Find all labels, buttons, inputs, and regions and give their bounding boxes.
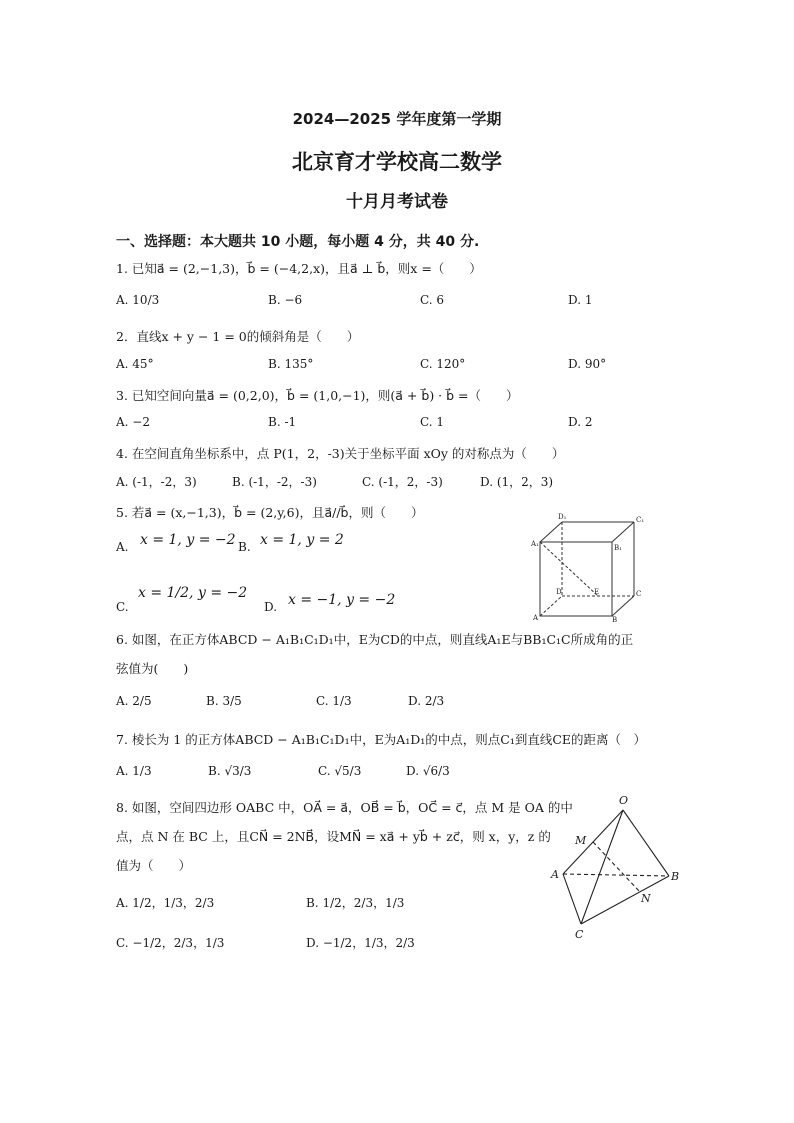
q5-option-d-label: D. bbox=[264, 600, 278, 614]
tetra-label-a: A bbox=[551, 868, 559, 881]
q1-option-c: C. 6 bbox=[420, 293, 445, 307]
q2-option-b: B. 135° bbox=[268, 357, 314, 371]
tetra-label-c: C bbox=[575, 928, 584, 940]
tetrahedron-figure bbox=[545, 790, 685, 940]
q4-option-d: D. (1，2，3) bbox=[480, 475, 554, 489]
q2-option-d: D. 90° bbox=[568, 357, 607, 371]
q8-stem-line3: 值为（ ） bbox=[116, 858, 192, 873]
q4-option-c: C. (-1，2，-3) bbox=[362, 475, 443, 489]
q3-option-d: D. 2 bbox=[568, 415, 593, 429]
q2-option-c: C. 120° bbox=[420, 357, 466, 371]
q6-option-d: D. 2/3 bbox=[408, 694, 445, 708]
cube-label-d: D bbox=[556, 588, 562, 596]
q5-option-b: x = 1, y = 2 bbox=[260, 532, 344, 548]
q3-option-c: C. 1 bbox=[420, 415, 445, 429]
q5-option-a: x = 1, y = −2 bbox=[140, 532, 236, 548]
q6-option-b: B. 3/5 bbox=[206, 694, 242, 708]
school-title: 北京育才学校高二数学 bbox=[292, 150, 502, 174]
cube-label-c: C bbox=[636, 590, 642, 598]
q3-option-a: A. −2 bbox=[116, 415, 150, 429]
q7-stem: 7. 棱长为 1 的正方体ABCD − A₁B₁C₁D₁中，E为A₁D₁的中点，则点C₁到直线CE的距离（ ） bbox=[116, 732, 647, 747]
q6-stem-line1: 6. 如图，在正方体ABCD − A₁B₁C₁D₁中，E为CD的中点，则直线A₁E与BB₁C₁C所成角的正 bbox=[116, 632, 634, 647]
q5-option-a-label: A. bbox=[116, 540, 129, 554]
q1-option-d: D. 1 bbox=[568, 293, 593, 307]
cube-label-b1: B₁ bbox=[614, 544, 622, 552]
q5-option-b-label: B. bbox=[238, 540, 251, 554]
cube-label-a: A bbox=[533, 614, 539, 622]
tetra-label-m: M bbox=[575, 834, 587, 847]
tetra-label-o: O bbox=[619, 794, 629, 807]
q1-option-b: B. −6 bbox=[268, 293, 303, 307]
q7-option-c: C. √5/3 bbox=[318, 764, 362, 778]
q3-stem: 3. 已知空间向量a⃗ = (0,2,0)，b⃗ = (1,0,−1)，则(a⃗ + b⃗) · b⃗ =（ ） bbox=[116, 388, 519, 403]
cube-label-a1: A₁ bbox=[531, 540, 539, 548]
q4-option-b: B. (-1，-2，-3) bbox=[232, 475, 317, 489]
q8-option-c: C. −1/2，2/3，1/3 bbox=[116, 936, 225, 950]
q4-stem: 4. 在空间直角坐标系中，点 P(1，2，-3)关于坐标平面 xOy 的对称点为（ ） bbox=[116, 446, 565, 461]
q5-stem: 5. 若a⃗ = (x,−1,3)，b⃗ = (2,y,6)，且a⃗//b⃗，则（ ） bbox=[116, 505, 424, 520]
section-heading: 一、选择题：本大题共 10 小题，每小题 4 分，共 40 分. bbox=[116, 234, 480, 250]
q8-stem-line1: 8. 如图，空间四边形 OABC 中，OA⃗ = a⃗，OB⃗ = b⃗，OC⃗ = c⃗，点 M 是 OA 的中 bbox=[116, 800, 573, 815]
q3-option-b: B. -1 bbox=[268, 415, 297, 429]
q5-option-c-label: C. bbox=[116, 600, 129, 614]
tetra-label-b: B bbox=[671, 870, 680, 883]
q6-option-c: C. 1/3 bbox=[316, 694, 352, 708]
q2-option-a: A. 45° bbox=[116, 357, 154, 371]
cube-figure bbox=[528, 510, 658, 622]
q8-option-a: A. 1/2，1/3，2/3 bbox=[116, 896, 215, 910]
exam-title: 十月月考试卷 bbox=[346, 192, 448, 212]
cube-label-e: E bbox=[594, 588, 600, 596]
q7-option-d: D. √6/3 bbox=[406, 764, 450, 778]
q7-option-b: B. √3/3 bbox=[208, 764, 252, 778]
q7-option-a: A. 1/3 bbox=[116, 764, 152, 778]
q5-option-c: x = 1/2, y = −2 bbox=[138, 585, 248, 601]
q4-option-a: A. (-1，-2，3) bbox=[116, 475, 197, 489]
q8-stem-line2: 点，点 N 在 BC 上，且CN⃗ = 2NB⃗，设MN⃗ = xa⃗ + yb⃗ + zc⃗，则 x，y，z 的 bbox=[116, 829, 551, 844]
q6-stem-line2: 弦值为( ) bbox=[116, 661, 189, 676]
q2-stem: 2．直线x + y − 1 = 0的倾斜角是（ ） bbox=[116, 329, 360, 344]
q8-option-d: D. −1/2，1/3，2/3 bbox=[306, 936, 415, 950]
q1-stem: 1. 已知a⃗ = (2,−1,3)，b⃗ = (−4,2,x)，且a⃗ ⊥ b⃗，则x =（ ） bbox=[116, 261, 482, 276]
q6-option-a: A. 2/5 bbox=[116, 694, 152, 708]
cube-label-c1: C₁ bbox=[636, 516, 645, 524]
cube-label-d1: D₁ bbox=[558, 513, 567, 521]
q5-option-d: x = −1, y = −2 bbox=[288, 592, 396, 608]
tetra-label-n: N bbox=[641, 892, 651, 905]
q8-option-b: B. 1/2，2/3，1/3 bbox=[306, 896, 405, 910]
q1-option-a: A. 10/3 bbox=[116, 293, 160, 307]
term-title: 2024—2025 学年度第一学期 bbox=[292, 110, 502, 128]
cube-label-b: B bbox=[612, 616, 618, 622]
